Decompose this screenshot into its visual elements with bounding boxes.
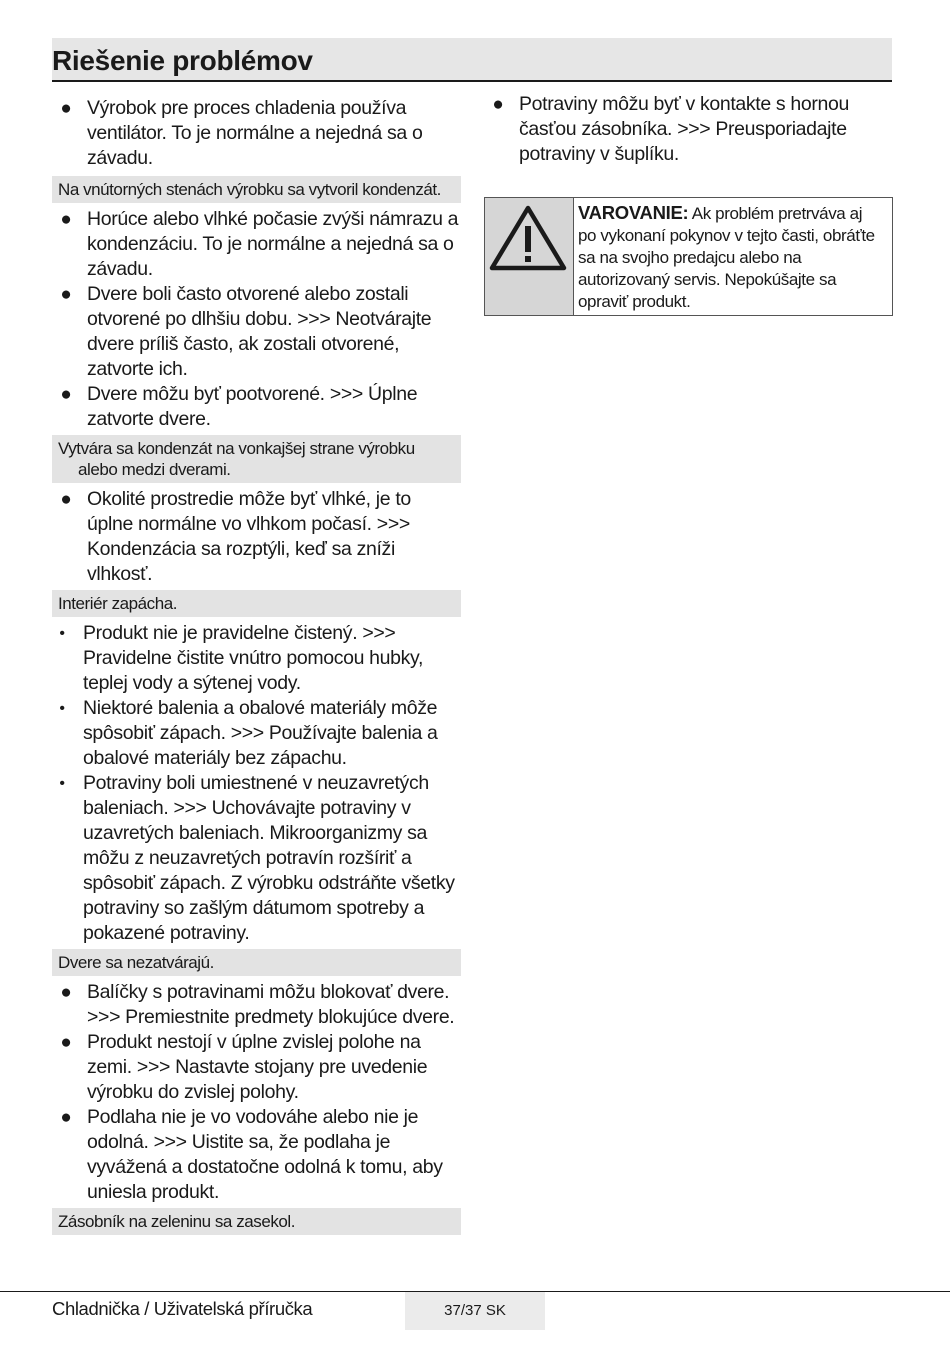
warning-text [574,198,892,315]
bullet-icon: ● [60,284,72,305]
list-item: ● Produkt nestojí v úplne zvislej polohe na zemi. >>> Nastavte stojany pre uvedenie výrobku do zvislej polohy. [60,1031,428,1103]
warning-box [484,197,893,316]
bullet-icon: • [59,700,65,717]
footer-page-number: 37/37 SK [405,1292,545,1330]
warning-message: Ak problém pretrváva aj po vykonaní pokynov v tejto časti, obráťte sa na svojho predajcu alebo na autorizovaný servis. Nepokúšajte sa opraviť produkt. [578,204,875,311]
left-column [52,96,461,1239]
list-item: • Niektoré balenia a obalové materiály môže spôsobiť zápach. >>> Používajte balenia a obalové materiály bez zápachu. [52,696,461,771]
section-heading-condensation-outside: Vytvára sa kondenzát na vonkajšej strane výrobku alebo medzi dverami. [52,435,461,483]
crisper-stuck-list [484,92,893,167]
list-item: ● Dvere boli často otvorené alebo zostali otvorené po dlhšiu dobu. >>> Neotvárajte dvere príliš často, ak zostali otvorené, zatvorte ich. [60,283,432,380]
section-heading-door-not-closing: Dvere sa nezatvárajú. [52,949,461,976]
section-heading-crisper-stuck: Zásobník na zeleninu sa zasekol. [52,1208,461,1235]
list-item: ● Dvere môžu byť pootvorené. >>> Úplne zatvorte dvere. [60,383,418,430]
list-item: ● Potraviny môžu byť v kontakte s hornou časťou zásobníka. >>> Preusporiadajte potraviny v šuplíku. [492,93,850,165]
warning-label: VAROVANIE: [578,202,689,223]
list-item: ● Balíčky s potravinami môžu blokovať dvere. >>> Premiestnite predmety blokujúce dvere. [60,981,455,1028]
list-item: ● Okolité prostredie môže byť vlhké, je to úplne normálne vo vlhkom počasí. >>> Kondenzácia sa rozptýli, keď sa zníži vlhkosť. [60,488,411,585]
page-title: Riešenie problémov [52,45,313,76]
right-column [484,92,893,316]
bullet-icon: ● [60,489,72,510]
list-item: ● Horúce alebo vlhké počasie zvýši námrazu a kondenzáciu. To je normálne a nejedná sa o závadu. [60,208,459,280]
bullet-icon: ● [492,94,504,115]
bullet-icon: ● [60,1107,72,1128]
bullet-icon: • [59,775,65,792]
odor-list [52,621,461,946]
bullet-icon: ● [60,1032,72,1053]
page-title-bar [52,38,892,82]
bullet-icon: ● [60,982,72,1003]
warning-icon-cell [485,198,574,315]
warning-triangle-icon [489,204,567,272]
bullet-icon: ● [60,98,72,119]
bullet-icon: • [59,625,65,642]
bullet-icon: ● [60,384,72,405]
list-item: • Potraviny boli umiestnené v neuzavretých baleniach. >>> Uchovávajte potraviny v uzavretých baleniach. Mikroorganizmy sa môžu z neuzavretých potravín rozšíriť a spôsobiť zápach. Z výrobku odstráňte všetky potraviny so zašlým dátumom spotreby a pokazené potraviny. [52,771,461,946]
intro-list [52,96,461,171]
condensation-inside-list [52,207,461,432]
condensation-outside-list [52,487,461,587]
bullet-icon: ● [60,209,72,230]
door-not-closing-list [52,980,461,1205]
section-heading-odor: Interiér zapácha. [52,590,461,617]
list-item: ● Podlaha nie je vo vodováhe alebo nie je odolná. >>> Uistite sa, že podlaha je vyvážená a dostatočne odolná k tomu, aby uniesla produkt. [60,1106,443,1203]
section-heading-condensation-inside: Na vnútorných stenách výrobku sa vytvoril kondenzát. [52,176,461,203]
footer-document-title: Chladnička / Uživatelská příručka [52,1298,313,1319]
list-item: • Produkt nie je pravidelne čistený. >>> Pravidelne čistite vnútro pomocou hubky, teplej vody a sýtenej vody. [52,621,461,696]
list-item: ● Výrobok pre proces chladenia používa ventilátor. To je normálne a nejedná sa o závadu. [60,97,423,169]
